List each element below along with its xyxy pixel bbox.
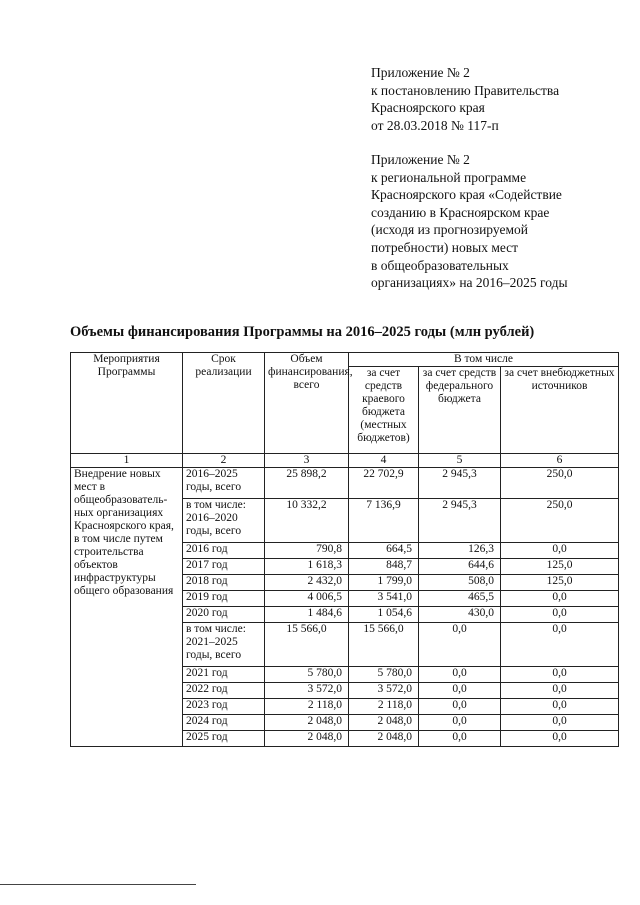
regional-cell: 3 541,0 [349, 591, 419, 607]
extra-cell: 0,0 [501, 591, 619, 607]
regional-cell: 2 048,0 [349, 731, 419, 747]
appendix-line: созданию в Красноярском крае [371, 204, 550, 220]
total-cell: 2 048,0 [265, 715, 349, 731]
total-cell: 2 432,0 [265, 575, 349, 591]
period-cell: 2020 год [183, 607, 265, 623]
column-number: 1 [71, 454, 183, 468]
appendix-line: к постановлению Правительства [371, 82, 560, 98]
period-cell: 2023 год [183, 699, 265, 715]
period-cell: 2016–2025 годы, всего [183, 468, 265, 499]
period-cell: 2016 год [183, 543, 265, 559]
footnote-divider [0, 884, 196, 885]
column-number: 2 [183, 454, 265, 468]
appendix-line: (исходя из прогнозируемой [371, 222, 528, 238]
appendix-line: к региональной программе [371, 169, 527, 185]
federal-cell: 0,0 [419, 731, 501, 747]
extra-cell: 0,0 [501, 699, 619, 715]
header-volume: Объем финансирования, всего [265, 353, 349, 454]
extra-cell: 125,0 [501, 575, 619, 591]
total-cell: 25 898,2 [265, 468, 349, 499]
federal-cell: 0,0 [419, 699, 501, 715]
regional-cell: 2 048,0 [349, 715, 419, 731]
extra-cell: 0,0 [501, 607, 619, 623]
financing-table [70, 352, 619, 747]
federal-cell: 0,0 [419, 623, 501, 667]
table-row [71, 468, 619, 499]
appendix-line: Красноярского края [371, 100, 485, 116]
federal-cell: 0,0 [419, 667, 501, 683]
federal-cell: 465,5 [419, 591, 501, 607]
period-cell: в том числе: 2021–2025 годы, всего [183, 623, 265, 667]
appendix-government-resolution [371, 64, 559, 134]
extra-cell: 125,0 [501, 559, 619, 575]
total-cell: 10 332,2 [265, 499, 349, 543]
federal-cell: 0,0 [419, 715, 501, 731]
regional-cell: 3 572,0 [349, 683, 419, 699]
period-cell: 2024 год [183, 715, 265, 731]
extra-cell: 0,0 [501, 731, 619, 747]
period-cell: 2021 год [183, 667, 265, 683]
column-number: 4 [349, 454, 419, 468]
total-cell: 15 566,0 [265, 623, 349, 667]
regional-cell: 1 799,0 [349, 575, 419, 591]
appendix-line: потребности) новых мест [371, 239, 519, 255]
total-cell: 3 572,0 [265, 683, 349, 699]
regional-cell: 22 702,9 [349, 468, 419, 499]
period-cell: 2017 год [183, 559, 265, 575]
extra-cell: 250,0 [501, 468, 619, 499]
appendix-line: Красноярского края «Содействие [371, 187, 562, 203]
extra-cell: 0,0 [501, 683, 619, 699]
extra-cell: 0,0 [501, 667, 619, 683]
appendix-line: организациях» на 2016–2025 годы [371, 275, 568, 291]
total-cell: 790,8 [265, 543, 349, 559]
header-including: В том числе [349, 353, 619, 367]
period-cell: 2019 год [183, 591, 265, 607]
column-number: 6 [501, 454, 619, 468]
period-cell: 2025 год [183, 731, 265, 747]
header-extra: за счет внебюджетных источников [501, 367, 619, 454]
extra-cell: 0,0 [501, 623, 619, 667]
federal-cell: 126,3 [419, 543, 501, 559]
regional-cell: 2 118,0 [349, 699, 419, 715]
total-cell: 4 006,5 [265, 591, 349, 607]
appendix-line: Приложение № 2 [371, 65, 470, 80]
federal-cell: 508,0 [419, 575, 501, 591]
total-cell: 5 780,0 [265, 667, 349, 683]
extra-cell: 250,0 [501, 499, 619, 543]
total-cell: 2 118,0 [265, 699, 349, 715]
regional-cell: 7 136,9 [349, 499, 419, 543]
column-number: 5 [419, 454, 501, 468]
period-cell: 2022 год [183, 683, 265, 699]
document-title: Объемы финансирования Программы на 2016–2025 годы (млн рублей) [70, 324, 535, 340]
header-activity: Мероприятия Программы [71, 353, 183, 454]
extra-cell: 0,0 [501, 715, 619, 731]
activity-cell: Внедрение новых мест в общеобразователь-ных организациях Красноярского края, в том числе путем строительства объектов инфраструктуры общего образования [71, 468, 183, 747]
appendix-line: Приложение № 2 [371, 152, 470, 167]
total-cell: 2 048,0 [265, 731, 349, 747]
total-cell: 1 618,3 [265, 559, 349, 575]
header-period: Срок реализации [183, 353, 265, 454]
federal-cell: 430,0 [419, 607, 501, 623]
federal-cell: 2 945,3 [419, 468, 501, 499]
period-cell: 2018 год [183, 575, 265, 591]
regional-cell: 15 566,0 [349, 623, 419, 667]
header-federal: за счет средств федерального бюджета [419, 367, 501, 454]
extra-cell: 0,0 [501, 543, 619, 559]
regional-cell: 848,7 [349, 559, 419, 575]
period-cell: в том числе: 2016–2020 годы, всего [183, 499, 265, 543]
column-number-row [71, 454, 619, 468]
total-cell: 1 484,6 [265, 607, 349, 623]
federal-cell: 0,0 [419, 683, 501, 699]
header-regional: за счет средств краевого бюджета (местных бюджетов) [349, 367, 419, 454]
federal-cell: 644,6 [419, 559, 501, 575]
appendix-regional-program [371, 151, 568, 292]
column-number: 3 [265, 454, 349, 468]
appendix-line: от 28.03.2018 № 117-п [371, 117, 499, 133]
federal-cell: 2 945,3 [419, 499, 501, 543]
regional-cell: 664,5 [349, 543, 419, 559]
regional-cell: 5 780,0 [349, 667, 419, 683]
regional-cell: 1 054,6 [349, 607, 419, 623]
appendix-line: в общеобразовательных [371, 257, 509, 273]
